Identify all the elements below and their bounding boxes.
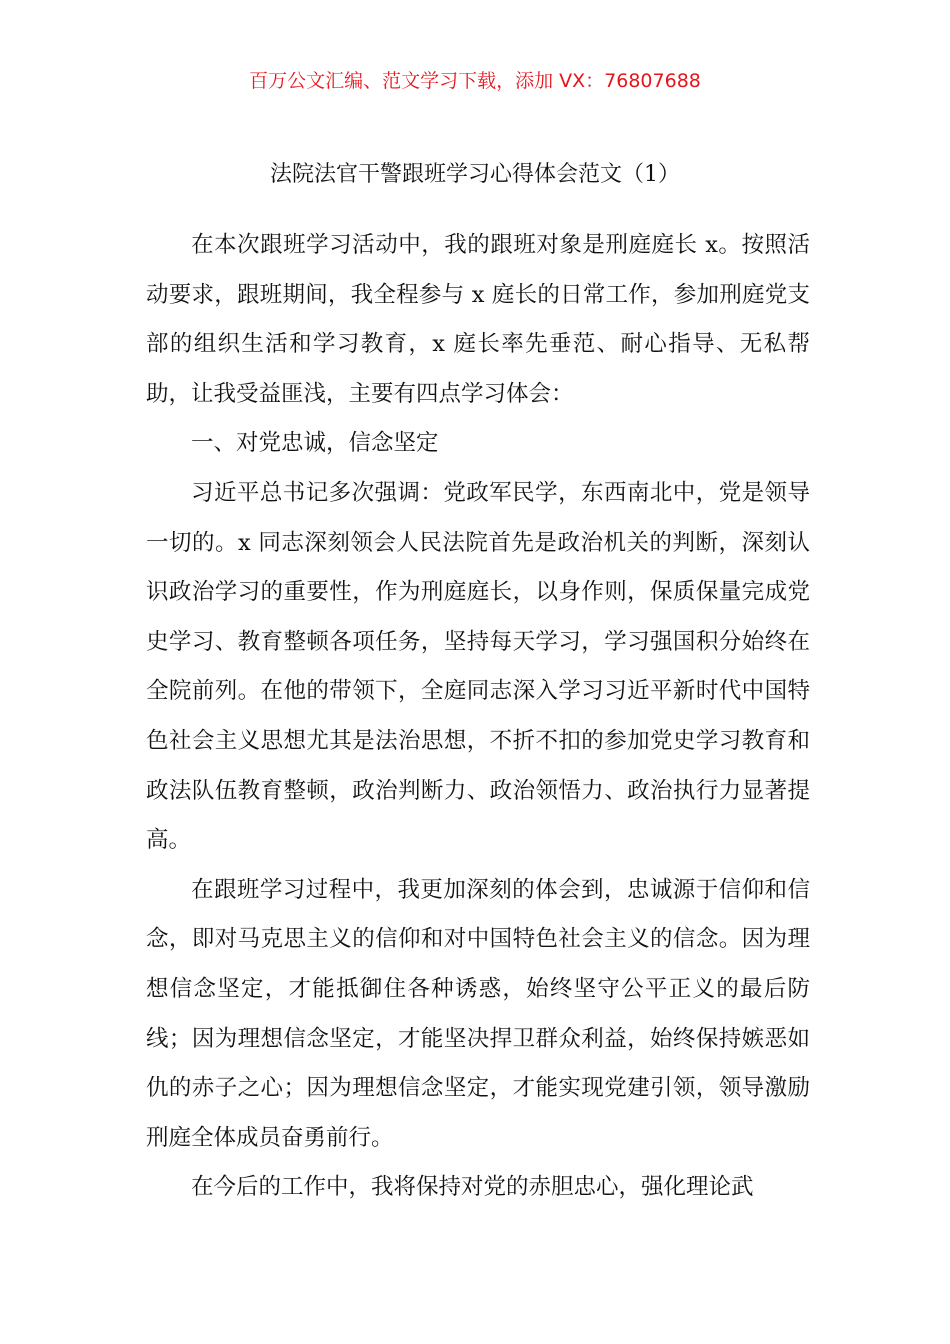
promo-header-banner: 百万公文汇编、范文学习下载，添加 VX：76807688 bbox=[249, 70, 701, 92]
paragraph-future-work: 在今后的工作中，我将保持对党的赤胆忠心，强化理论武 bbox=[191, 1174, 754, 1201]
paragraph-intro: 在本次跟班学习活动中，我的跟班对象是刑庭庭长 x。按照活动要求，跟班期间，我全程参与 x 庭长的日常工作，参加刑庭党支部的组织生活和学习教育，x 庭长率先垂范、耐心指导、无私帮助，让我受益匪浅，主要有四点学习体会： bbox=[146, 232, 810, 407]
paragraph-loyalty: 习近平总书记多次强调：党政军民学，东西南北中，党是领导一切的。x 同志深刻领会人民法院首先是政治机关的判断，深刻认识政治学习的重要性，作为刑庭庭长，以身作则，保质保量完成党史学习、教育整顿各项任务，坚持每天学习，学习强国积分始终在全院前列。在他的带领下，全庭同志深入学习习近平新时代中国特色社会主义思想尤其是法治思想，不折不扣的参加党史学习教育和政法队伍教育整顿，政治判断力、政治领悟力、政治执行力显著提高。 bbox=[146, 479, 810, 854]
paragraph-belief: 在跟班学习过程中，我更加深刻的体会到，忠诚源于信仰和信念，即对马克思主义的信仰和对中国特色社会主义的信念。因为理想信念坚定，才能抵御住各种诱惑，始终坚守公平正义的最后防线；因为理想信念坚定，才能坚决捍卫群众利益，始终保持嫉恶如仇的赤子之心；因为理想信念坚定，才能实现党建引领，领导激励刑庭全体成员奋勇前行。 bbox=[146, 876, 810, 1151]
section-heading-1: 一、对党忠诚，信念坚定 bbox=[191, 430, 439, 457]
document-title: 法院法官干警跟班学习心得体会范文（1） bbox=[270, 162, 680, 187]
document-body bbox=[146, 221, 810, 1213]
